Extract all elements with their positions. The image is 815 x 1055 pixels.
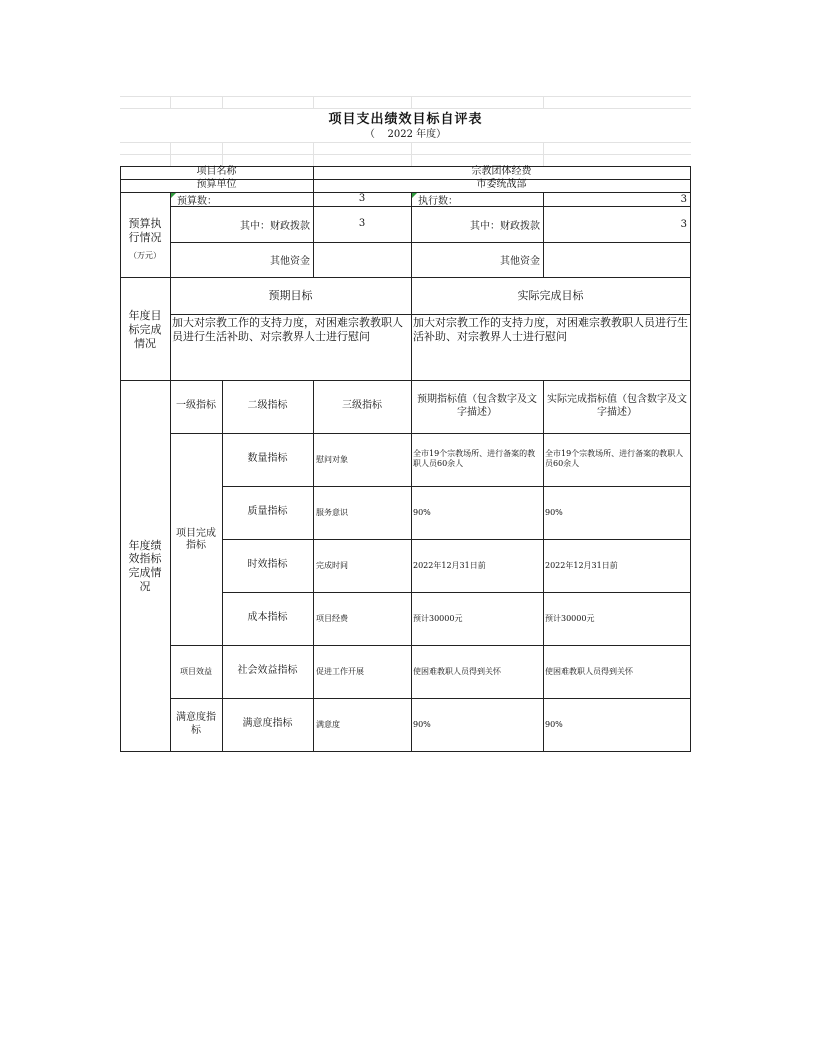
grid-line [120,96,691,97]
row-level2: 质量指标 [247,506,288,518]
grid-line [120,142,691,143]
row-level2: 满意度指标 [242,718,293,730]
fiscal-allocation-exec-label: 其中：财政拨款 [470,220,540,232]
year-line: （ 2022 年度） [364,128,447,140]
table-border [170,314,691,315]
row-level3: 项目经费 [316,614,348,623]
grid-line [170,142,171,166]
grid-line [120,154,691,155]
budget-amount-value: 3 [358,193,366,205]
perf-section-label: 年度绩效指标完成情况 [128,538,162,593]
header-level3: 三级指标 [342,400,382,412]
row-level2: 数量指标 [247,453,288,465]
row-actual: 90% [545,720,563,729]
row-level2: 社会效益指标 [237,665,298,677]
budget-unit-label: 预算单位 [196,179,237,191]
table-border [313,380,314,751]
row-level3: 满意度 [316,720,340,729]
row-expected: 使困难教职人员得到关怀 [413,667,501,676]
grid-line [222,96,223,108]
group-benefit: 项目效益 [180,666,212,676]
grid-line [222,142,223,166]
row-expected: 预计30000元 [413,614,463,623]
actual-goal-text: 加大对宗教工作的支持力度，对困难宗教教职人员进行生活补助、对宗教界人士进行慰问 [413,316,688,344]
expected-goal-text: 加大对宗教工作的支持力度，对困难宗教教职人员进行生活补助、对宗教界人士进行慰问 [172,316,403,344]
row-level3: 促进工作开展 [316,667,364,676]
table-border [690,166,691,751]
row-expected: 90% [413,720,431,729]
grid-line [313,142,314,166]
table-border [543,380,544,751]
goals-section-label: 年度目标完成情况 [128,309,162,350]
row-actual: 90% [545,508,563,517]
row-expected: 2022年12月31日前 [413,561,486,570]
row-level3: 慰问对象 [316,455,348,464]
grid-line [411,142,412,166]
budget-amount-label: 预算数： [177,196,217,207]
exec-amount-value: 3 [680,194,687,205]
fiscal-allocation-budget: 3 [358,217,366,229]
row-level3: 服务意识 [316,508,348,517]
other-funds-label: 其他资金 [270,256,310,267]
grid-line [411,96,412,108]
row-expected: 全市19个宗教场所、进行备案的教职人员60余人 [413,449,536,469]
header-actual-value: 实际完成指标值（包含数字及文字描述） [547,394,687,418]
form-title: 项目支出绩效目标自评表 [328,111,483,127]
table-border [120,751,691,752]
exec-amount-label: 执行数： [418,196,458,207]
table-border [411,380,412,751]
other-funds-exec-label: 其他资金 [500,256,540,267]
group-output-indicator: 项目完成指标 [176,527,216,551]
fiscal-allocation-label: 其中：财政拨款 [240,220,310,232]
cell-marker [171,193,176,198]
budget-unit-value: 市委统战部 [476,179,527,191]
header-level2: 二级指标 [247,400,288,412]
group-satisfaction: 满意度指标 [176,712,216,736]
header-level1: 一级指标 [176,400,216,412]
budget-section-label: 预算执行情况 [128,217,162,244]
grid-line [543,142,544,166]
row-actual: 预计30000元 [545,614,595,623]
budget-unit-note: （万元） [129,251,161,260]
row-actual: 使困难教职人员得到关怀 [545,667,633,676]
row-expected: 90% [413,508,431,517]
row-level2: 成本指标 [247,612,288,624]
row-actual: 全市19个宗教场所、进行备案的教职人员60余人 [545,449,684,469]
cell-marker [412,193,417,198]
actual-goal-header: 实际完成目标 [517,288,584,302]
fiscal-allocation-exec: 3 [680,218,687,230]
row-level3: 完成时间 [316,561,348,570]
grid-line [170,96,171,108]
expected-goal-header: 预期目标 [268,288,313,302]
row-actual: 2022年12月31日前 [545,561,618,570]
row-level2: 时效指标 [247,559,288,571]
header-expected-value: 预期指标值（包含数字及文字描述） [417,394,537,418]
grid-line [543,96,544,108]
project-name-value: 宗教团体经费 [471,166,532,178]
grid-line [313,96,314,108]
project-name-label: 项目名称 [196,166,237,178]
grid-line [120,108,691,109]
